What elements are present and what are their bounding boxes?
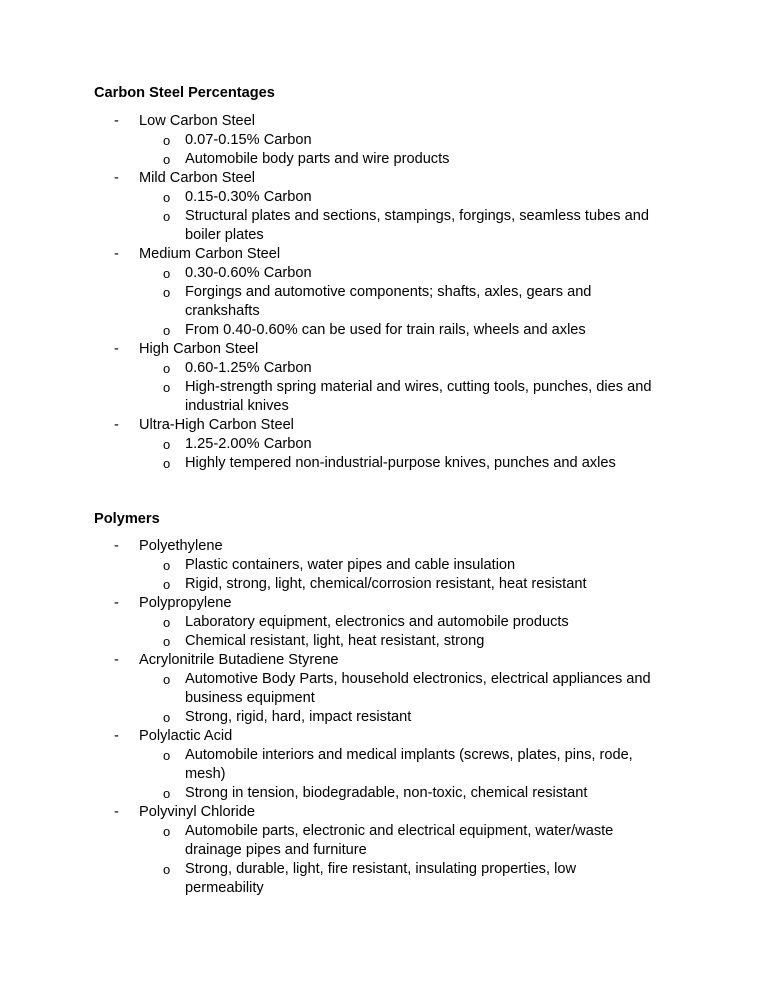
item-title-text: Polyvinyl Chloride — [139, 804, 255, 820]
sub-list-item — [0, 359, 768, 378]
sub-list-item — [0, 613, 768, 632]
sub-list-item — [0, 131, 768, 150]
list-item-title — [0, 340, 768, 359]
sub-list-item — [0, 435, 768, 454]
circle-bullet-icon: o — [163, 437, 171, 452]
list-item-title — [0, 245, 768, 264]
list-item — [0, 594, 768, 651]
sub-list-item — [0, 378, 768, 416]
list-item — [0, 727, 768, 803]
sub-list-item — [0, 207, 768, 245]
sub-list-item — [0, 556, 768, 575]
sub-list-item — [0, 670, 768, 708]
circle-bullet-icon: o — [163, 285, 171, 300]
circle-bullet-icon: o — [163, 380, 171, 395]
dash-bullet: - — [114, 246, 119, 262]
section-heading-carbon-steel: Carbon Steel Percentages — [94, 85, 275, 101]
circle-bullet-icon: o — [163, 456, 171, 471]
sub-item-text: Chemical resistant, light, heat resistant, strong — [185, 633, 485, 649]
sub-item-text: Highly tempered non-industrial-purpose knives, punches and axles — [185, 455, 616, 471]
sub-item-text: Automobile parts, electronic and electrical equipment, water/waste drainage pipes and furniture — [185, 823, 614, 858]
dash-bullet: - — [114, 113, 119, 129]
list-item — [0, 112, 768, 169]
dash-bullet: - — [114, 341, 119, 357]
sub-item-text: Structural plates and sections, stampings, forgings, seamless tubes and boiler plates — [185, 208, 649, 243]
circle-bullet-icon: o — [163, 133, 171, 148]
list-item-title — [0, 594, 768, 613]
item-title-text: Acrylonitrile Butadiene Styrene — [139, 652, 339, 668]
list-item — [0, 416, 768, 473]
circle-bullet-icon: o — [163, 323, 171, 338]
item-title-text: Medium Carbon Steel — [139, 246, 281, 262]
circle-bullet-icon: o — [163, 862, 171, 877]
sub-list-item — [0, 746, 768, 784]
sub-item-text: Automobile body parts and wire products — [185, 151, 450, 167]
item-title-text: Low Carbon Steel — [139, 113, 256, 129]
section-heading-polymers: Polymers — [94, 511, 160, 527]
list-item — [0, 803, 768, 898]
list-item — [0, 245, 768, 340]
circle-bullet-icon: o — [163, 209, 171, 224]
dash-bullet: - — [114, 652, 119, 668]
list-item-title — [0, 537, 768, 556]
sub-item-text: High-strength spring material and wires, cutting tools, punches, dies and industrial knives — [185, 379, 652, 414]
list-item-title — [0, 112, 768, 131]
sub-item-text: 0.60-1.25% Carbon — [185, 360, 312, 376]
sub-item-text: Rigid, strong, light, chemical/corrosion resistant, heat resistant — [185, 576, 587, 592]
item-title-text: High Carbon Steel — [139, 341, 259, 357]
sub-list-item — [0, 283, 768, 321]
list-item-title — [0, 651, 768, 670]
circle-bullet-icon: o — [163, 361, 171, 376]
sub-item-text: 1.25-2.00% Carbon — [185, 436, 312, 452]
list-item-title — [0, 169, 768, 188]
circle-bullet-icon: o — [163, 786, 171, 801]
circle-bullet-icon: o — [163, 615, 171, 630]
sub-list-item — [0, 150, 768, 169]
dash-bullet: - — [114, 595, 119, 611]
circle-bullet-icon: o — [163, 577, 171, 592]
sub-item-text: Plastic containers, water pipes and cable insulation — [185, 557, 516, 573]
circle-bullet-icon: o — [163, 824, 171, 839]
sub-list-item — [0, 822, 768, 860]
list-item-title — [0, 416, 768, 435]
sub-list-item — [0, 632, 768, 651]
sub-list-item — [0, 708, 768, 727]
sub-item-text: Automobile interiors and medical implants (screws, plates, pins, rode, mesh) — [185, 747, 633, 782]
circle-bullet-icon: o — [163, 710, 171, 725]
item-title-text: Polyethylene — [139, 538, 223, 554]
sub-list-item — [0, 264, 768, 283]
sub-item-text: From 0.40-0.60% can be used for train rails, wheels and axles — [185, 322, 586, 338]
sub-list-item — [0, 575, 768, 594]
list-item-title — [0, 727, 768, 746]
item-title-text: Polypropylene — [139, 595, 232, 611]
dash-bullet: - — [114, 170, 119, 186]
sub-list-item — [0, 321, 768, 340]
list-item-title — [0, 803, 768, 822]
sub-item-text: 0.15-0.30% Carbon — [185, 189, 312, 205]
circle-bullet-icon: o — [163, 152, 171, 167]
carbon-steel-list — [0, 112, 768, 473]
sub-list-item — [0, 784, 768, 803]
sub-item-text: 0.30-0.60% Carbon — [185, 265, 312, 281]
circle-bullet-icon: o — [163, 266, 171, 281]
circle-bullet-icon: o — [163, 672, 171, 687]
sub-item-text: Laboratory equipment, electronics and automobile products — [185, 614, 569, 630]
dash-bullet: - — [114, 538, 119, 554]
item-title-text: Ultra-High Carbon Steel — [139, 417, 294, 433]
circle-bullet-icon: o — [163, 558, 171, 573]
circle-bullet-icon: o — [163, 190, 171, 205]
list-item — [0, 169, 768, 245]
circle-bullet-icon: o — [163, 634, 171, 649]
sub-item-text: 0.07-0.15% Carbon — [185, 132, 312, 148]
circle-bullet-icon: o — [163, 748, 171, 763]
item-title-text: Polylactic Acid — [139, 728, 233, 744]
dash-bullet: - — [114, 804, 119, 820]
sub-list-item — [0, 188, 768, 207]
sub-list-item — [0, 454, 768, 473]
list-item — [0, 340, 768, 416]
sub-item-text: Strong in tension, biodegradable, non-toxic, chemical resistant — [185, 785, 588, 801]
list-item — [0, 651, 768, 727]
dash-bullet: - — [114, 417, 119, 433]
item-title-text: Mild Carbon Steel — [139, 170, 255, 186]
sub-item-text: Strong, durable, light, fire resistant, insulating properties, low permeability — [185, 861, 576, 896]
sub-item-text: Automotive Body Parts, household electronics, electrical appliances and business equipment — [185, 671, 651, 706]
sub-list-item — [0, 860, 768, 898]
polymers-list — [0, 537, 768, 898]
dash-bullet: - — [114, 728, 119, 744]
sub-item-text: Strong, rigid, hard, impact resistant — [185, 709, 412, 725]
sub-item-text: Forgings and automotive components; shafts, axles, gears and crankshafts — [185, 284, 592, 319]
list-item — [0, 537, 768, 594]
